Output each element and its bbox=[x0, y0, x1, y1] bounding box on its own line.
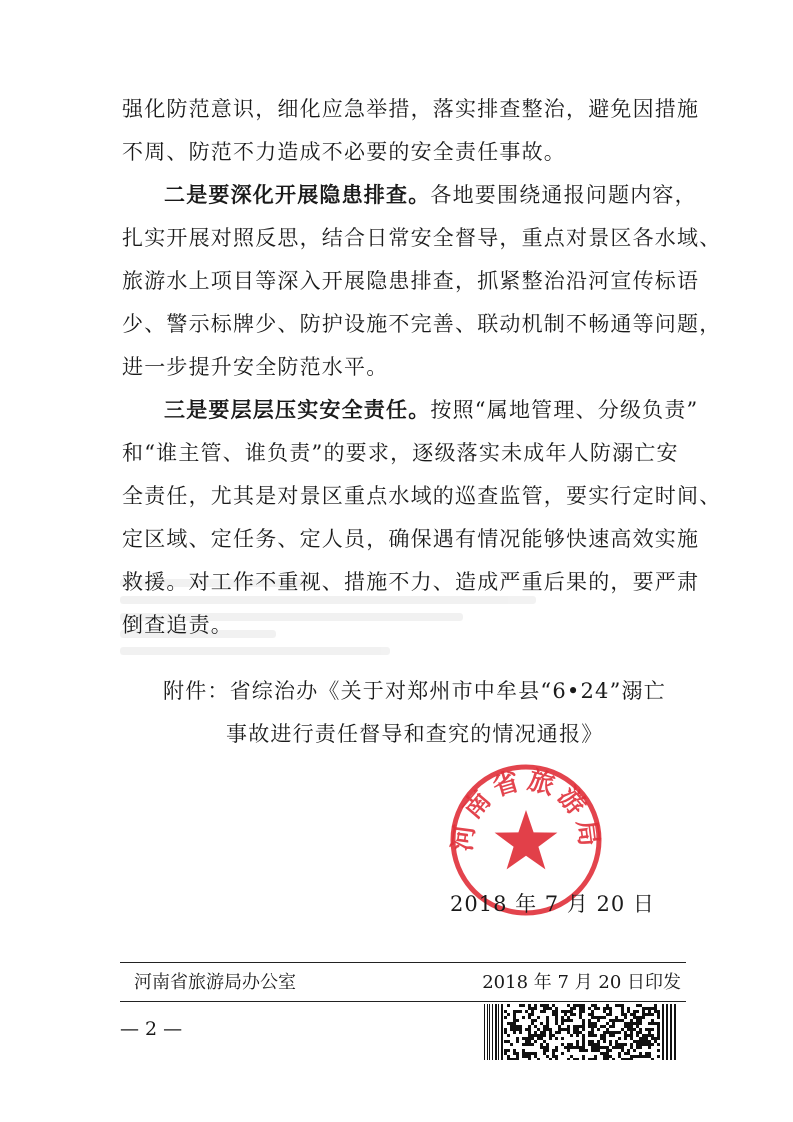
issuer-office: 河南省旅游局办公室 bbox=[134, 972, 296, 993]
star-icon bbox=[495, 810, 558, 869]
2d-barcode-icon bbox=[484, 1004, 676, 1060]
section-heading: 三是要层层压实安全责任。 bbox=[164, 398, 431, 422]
line-text: 全责任，尤其是对景区重点水域的巡查监管，要实行定时间、 bbox=[122, 484, 722, 508]
footer-top-rule bbox=[120, 962, 686, 963]
line-text: 和“谁主管、谁负责”的要求，逐级落实未成年人防溺亡安 bbox=[122, 441, 679, 465]
paragraph-line bbox=[122, 217, 722, 260]
paragraph-line bbox=[122, 303, 722, 346]
line-text: 旅游水上项目等深入开展隐患排查，抓紧整治沿河宣传标语 bbox=[122, 269, 700, 293]
paragraph-line bbox=[122, 260, 700, 303]
page-number: — 2 — bbox=[120, 1018, 183, 1040]
footer-bottom-rule bbox=[120, 1001, 686, 1002]
body-text bbox=[122, 88, 722, 647]
line-text: 倒查追责。 bbox=[122, 613, 233, 637]
svg-text:河南省旅游局: 河南省旅游局 bbox=[447, 765, 605, 853]
paragraph-line bbox=[122, 174, 697, 217]
paragraph-line bbox=[122, 604, 682, 647]
line-text: 按照“属地管理、分级负责” bbox=[430, 398, 699, 422]
paragraph-line bbox=[122, 389, 699, 432]
paragraph-line bbox=[122, 561, 700, 604]
paragraph-line bbox=[122, 432, 682, 475]
line-text: 救援。对工作不重视、措施不力、造成严重后果的，要严肃 bbox=[122, 570, 700, 594]
paragraph-line bbox=[122, 131, 682, 174]
line-text: 强化防范意识，细化应急举措，落实排查整治，避免因措施 bbox=[122, 97, 700, 121]
line-text: 扎实开展对照反思，结合日常安全督导，重点对景区各水域、 bbox=[122, 226, 722, 250]
paragraph-line bbox=[122, 518, 700, 561]
print-date: 2018 年 7 月 20 日印发 bbox=[482, 972, 681, 993]
line-text: 各地要围绕通报问题内容， bbox=[430, 183, 697, 207]
line-text: 不周、防范不力造成不必要的安全责任事故。 bbox=[122, 140, 566, 164]
attachment-line-2: 事故进行责任督导和查究的情况通报》 bbox=[226, 722, 604, 746]
paragraph-line bbox=[122, 346, 682, 389]
line-text: 少、警示标牌少、防护设施不完善、联动机制不畅通等问题， bbox=[122, 312, 722, 336]
section-heading: 二是要深化开展隐患排查。 bbox=[164, 183, 431, 207]
signature-date: 2018 年 7 月 20 日 bbox=[450, 892, 655, 916]
paragraph-line bbox=[122, 88, 700, 131]
attachment-line-1: 附件：省综治办《关于对郑州市中牟县“6•24”溺亡 bbox=[163, 679, 666, 703]
line-text: 进一步提升安全防范水平。 bbox=[122, 355, 389, 379]
paragraph-line bbox=[122, 475, 722, 518]
line-text: 定区域、定任务、定人员，确保遇有情况能够快速高效实施 bbox=[122, 527, 700, 551]
